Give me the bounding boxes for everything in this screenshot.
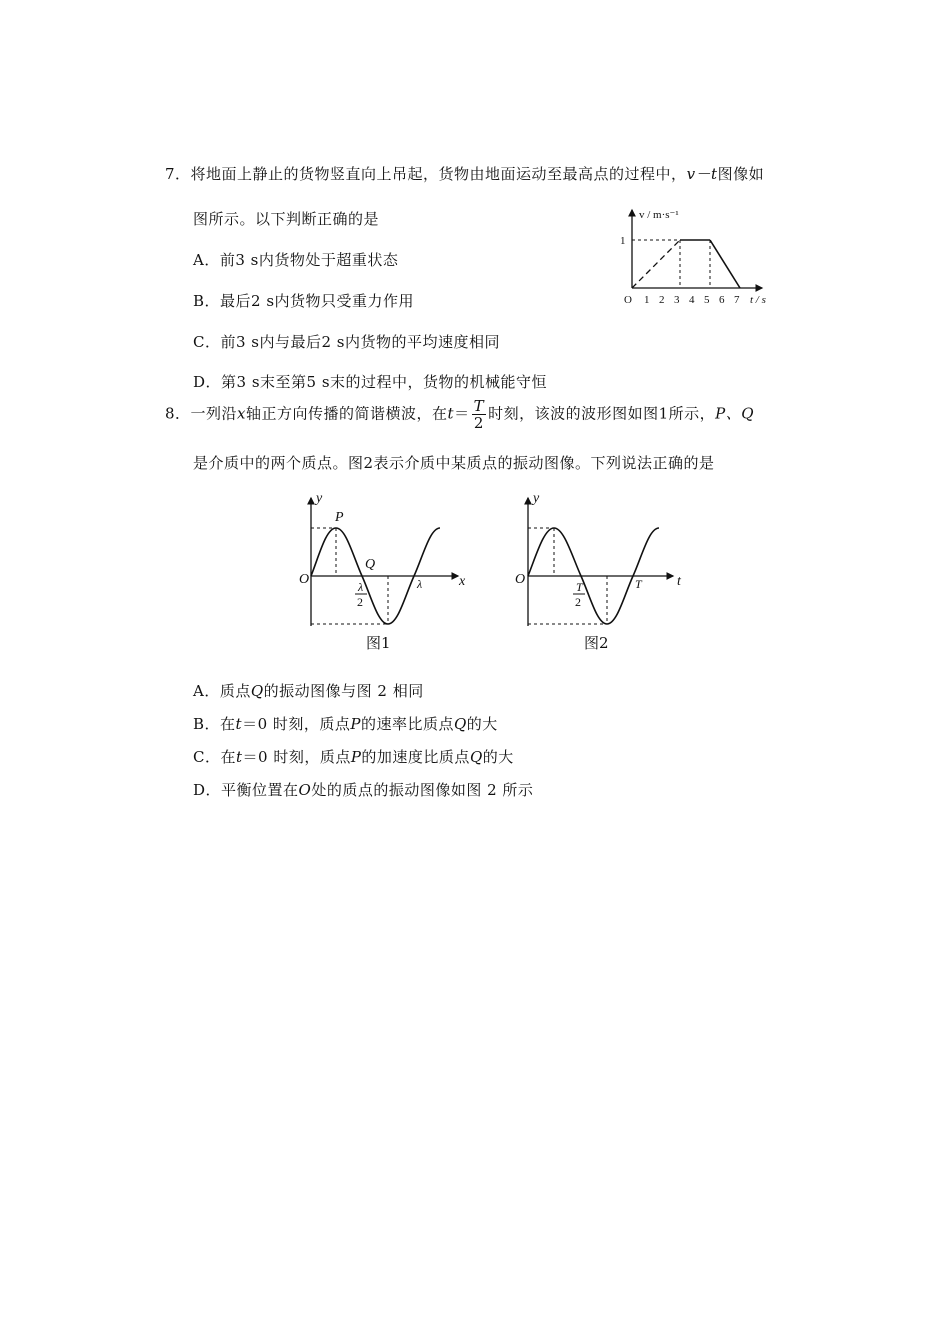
q8-a-text: 的振动图像与图 2 相同 bbox=[263, 682, 424, 700]
q7-decel-segment bbox=[710, 240, 740, 288]
q8-b-end: 的大 bbox=[466, 715, 498, 733]
fig2-caption: 图2 bbox=[584, 634, 609, 652]
fig2-xlabel: t bbox=[677, 574, 681, 589]
q8-eq: ＝ bbox=[454, 404, 470, 423]
q8-c-mid: ＝0 时刻，质点 bbox=[242, 748, 351, 766]
q8-a-var: Q bbox=[250, 682, 264, 700]
q8-fraction bbox=[472, 398, 487, 431]
q8-c-pre: C．在 bbox=[193, 748, 236, 766]
q7-stem-line2: 图所示。以下判断正确的是 bbox=[193, 210, 380, 228]
q8-pq-symbols: P、Q bbox=[715, 404, 755, 423]
q7-stem-end: 图像如 bbox=[717, 165, 765, 183]
fig1-ylabel: y bbox=[316, 491, 323, 506]
q8-stem-line2: 是介质中的两个质点。图2表示介质中某质点的振动图像。下列说法正确的是 bbox=[193, 454, 715, 472]
q8-x-symbol: x bbox=[237, 404, 247, 423]
q8-option-a bbox=[193, 680, 424, 701]
q7-origin: O bbox=[624, 294, 632, 306]
q8-c-post: 的加速度比质点 bbox=[361, 748, 470, 766]
q7-vt-graph bbox=[612, 200, 787, 310]
fig1-tick-half-num: λ bbox=[358, 580, 364, 594]
q8-c-var-p: P bbox=[350, 748, 362, 766]
fig1-origin: O bbox=[299, 572, 310, 587]
q8-a-pre: A．质点 bbox=[193, 682, 251, 700]
q8-frac-den: 2 bbox=[473, 414, 484, 432]
q8-b-var-q: Q bbox=[453, 715, 467, 733]
q7-xtick: 3 bbox=[674, 294, 680, 306]
fig1-caption: 图1 bbox=[366, 634, 391, 652]
q8-option-d bbox=[193, 779, 533, 800]
q8-d-var: O bbox=[298, 781, 312, 799]
q7-xtick: 7 bbox=[734, 294, 740, 306]
fig1-label-p: P bbox=[335, 510, 344, 525]
q8-b-pre: B．在 bbox=[193, 715, 236, 733]
q7-vt-symbol: v－t bbox=[686, 165, 718, 183]
q8-option-c bbox=[193, 746, 514, 767]
q7-xtick: 6 bbox=[719, 294, 725, 306]
q8-fig2-vibration bbox=[513, 488, 693, 633]
q8-stem-suffix: 时刻，该波的波形图如图1所示， bbox=[488, 404, 716, 423]
fig2-ylabel: y bbox=[533, 491, 540, 506]
q8-option-b bbox=[193, 713, 498, 734]
fig2-tick-half-num: T bbox=[576, 580, 583, 594]
q8-b-var-p: P bbox=[350, 715, 361, 733]
q7-ylabel: v / m·s⁻¹ bbox=[639, 209, 679, 221]
q8-frac-num: T bbox=[473, 397, 485, 415]
q8-c-var-t: t bbox=[235, 748, 243, 766]
fig2-origin: O bbox=[515, 572, 526, 587]
q7-xtick: 4 bbox=[689, 294, 695, 306]
q8-b-post: 的速率比质点 bbox=[360, 715, 454, 733]
q8-b-mid: ＝0 时刻，质点 bbox=[242, 715, 351, 733]
fig1-xlabel: x bbox=[459, 574, 466, 589]
q8-c-end: 的大 bbox=[482, 748, 514, 766]
q7-option-c: C．前3 s内与最后2 s内货物的平均速度相同 bbox=[193, 333, 500, 351]
q7-option-a: A．前3 s内货物处于超重状态 bbox=[193, 251, 399, 269]
q7-accel-segment bbox=[632, 240, 680, 288]
q8-d-text: 处的质点的振动图像如图 2 所示 bbox=[311, 781, 534, 799]
q8-stem-prefix: 8．一列沿 bbox=[165, 404, 238, 423]
q7-xtick: 1 bbox=[644, 294, 650, 306]
fig2-tick-full: T bbox=[635, 577, 642, 591]
fig1-tick-full: λ bbox=[417, 577, 423, 591]
q7-xtick: 2 bbox=[659, 294, 665, 306]
fig2-tick-half-den: 2 bbox=[575, 595, 581, 609]
q7-ytick-1: 1 bbox=[620, 235, 626, 247]
fig1-tick-half-den: 2 bbox=[357, 595, 363, 609]
fig1-label-q: Q bbox=[365, 557, 376, 572]
q7-option-b: B．最后2 s内货物只受重力作用 bbox=[193, 292, 415, 310]
q8-c-var-q: Q bbox=[469, 748, 483, 766]
q7-stem-text: 7．将地面上静止的货物竖直向上吊起，货物由地面运动至最高点的过程中， bbox=[165, 165, 687, 183]
q8-d-pre: D．平衡位置在 bbox=[193, 781, 299, 799]
q8-stem-line1 bbox=[165, 398, 754, 431]
q7-stem-line1 bbox=[165, 163, 764, 184]
q7-xtick: 5 bbox=[704, 294, 710, 306]
q7-option-d: D．第3 s末至第5 s末的过程中，货物的机械能守恒 bbox=[193, 373, 548, 391]
q8-fig1-wave bbox=[293, 488, 478, 633]
q8-t-symbol: t bbox=[447, 404, 455, 423]
q7-xlabel: t / s bbox=[750, 294, 766, 306]
q8-b-var-t: t bbox=[235, 715, 243, 733]
q8-stem-mid: 轴正方向传播的简谐横波，在 bbox=[246, 404, 448, 423]
